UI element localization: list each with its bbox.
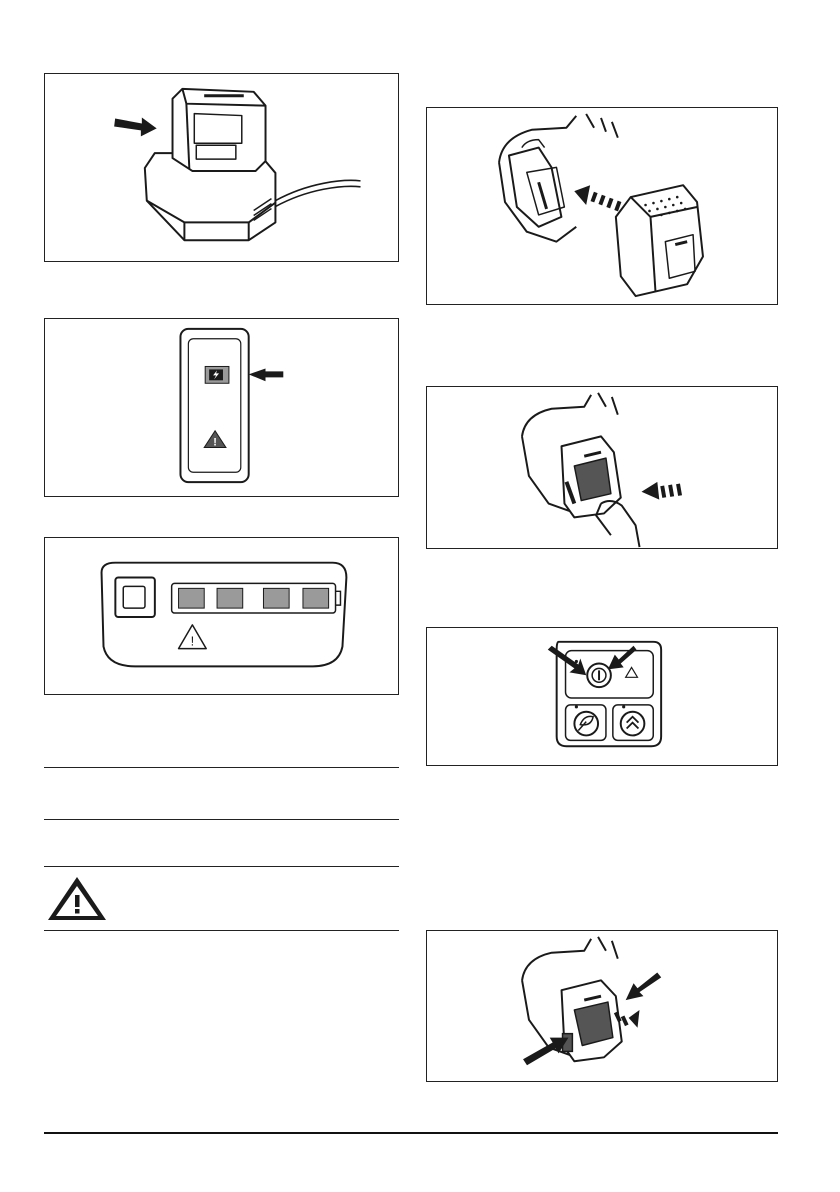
battery-status-icon: [45, 538, 398, 694]
divider-rule: [44, 866, 399, 867]
footer-rule: [44, 1132, 778, 1134]
figure-charger-indicator-panel: [44, 318, 399, 497]
power-button-icon: [427, 628, 777, 765]
divider-rule: [44, 819, 399, 820]
svg-text:!: !: [190, 633, 195, 649]
figure-push-battery-in: [426, 386, 778, 549]
remove-battery-icon: [427, 931, 777, 1081]
svg-text:!: !: [213, 436, 217, 449]
push-battery-icon: [427, 387, 777, 548]
figure-control-panel-buttons: [426, 627, 778, 766]
figure-insert-battery: [426, 107, 778, 305]
charge-indicator-icon: [45, 319, 398, 496]
warning-triangle-icon: [44, 874, 124, 924]
divider-rule: [44, 930, 399, 931]
insert-battery-icon: [427, 108, 777, 304]
divider-rule: [44, 767, 399, 768]
figure-remove-battery: [426, 930, 778, 1082]
figure-battery-status-display: [44, 537, 399, 695]
warning-block: [44, 874, 124, 924]
figure-battery-on-charger: [44, 73, 399, 262]
charger-icon: [45, 74, 398, 261]
